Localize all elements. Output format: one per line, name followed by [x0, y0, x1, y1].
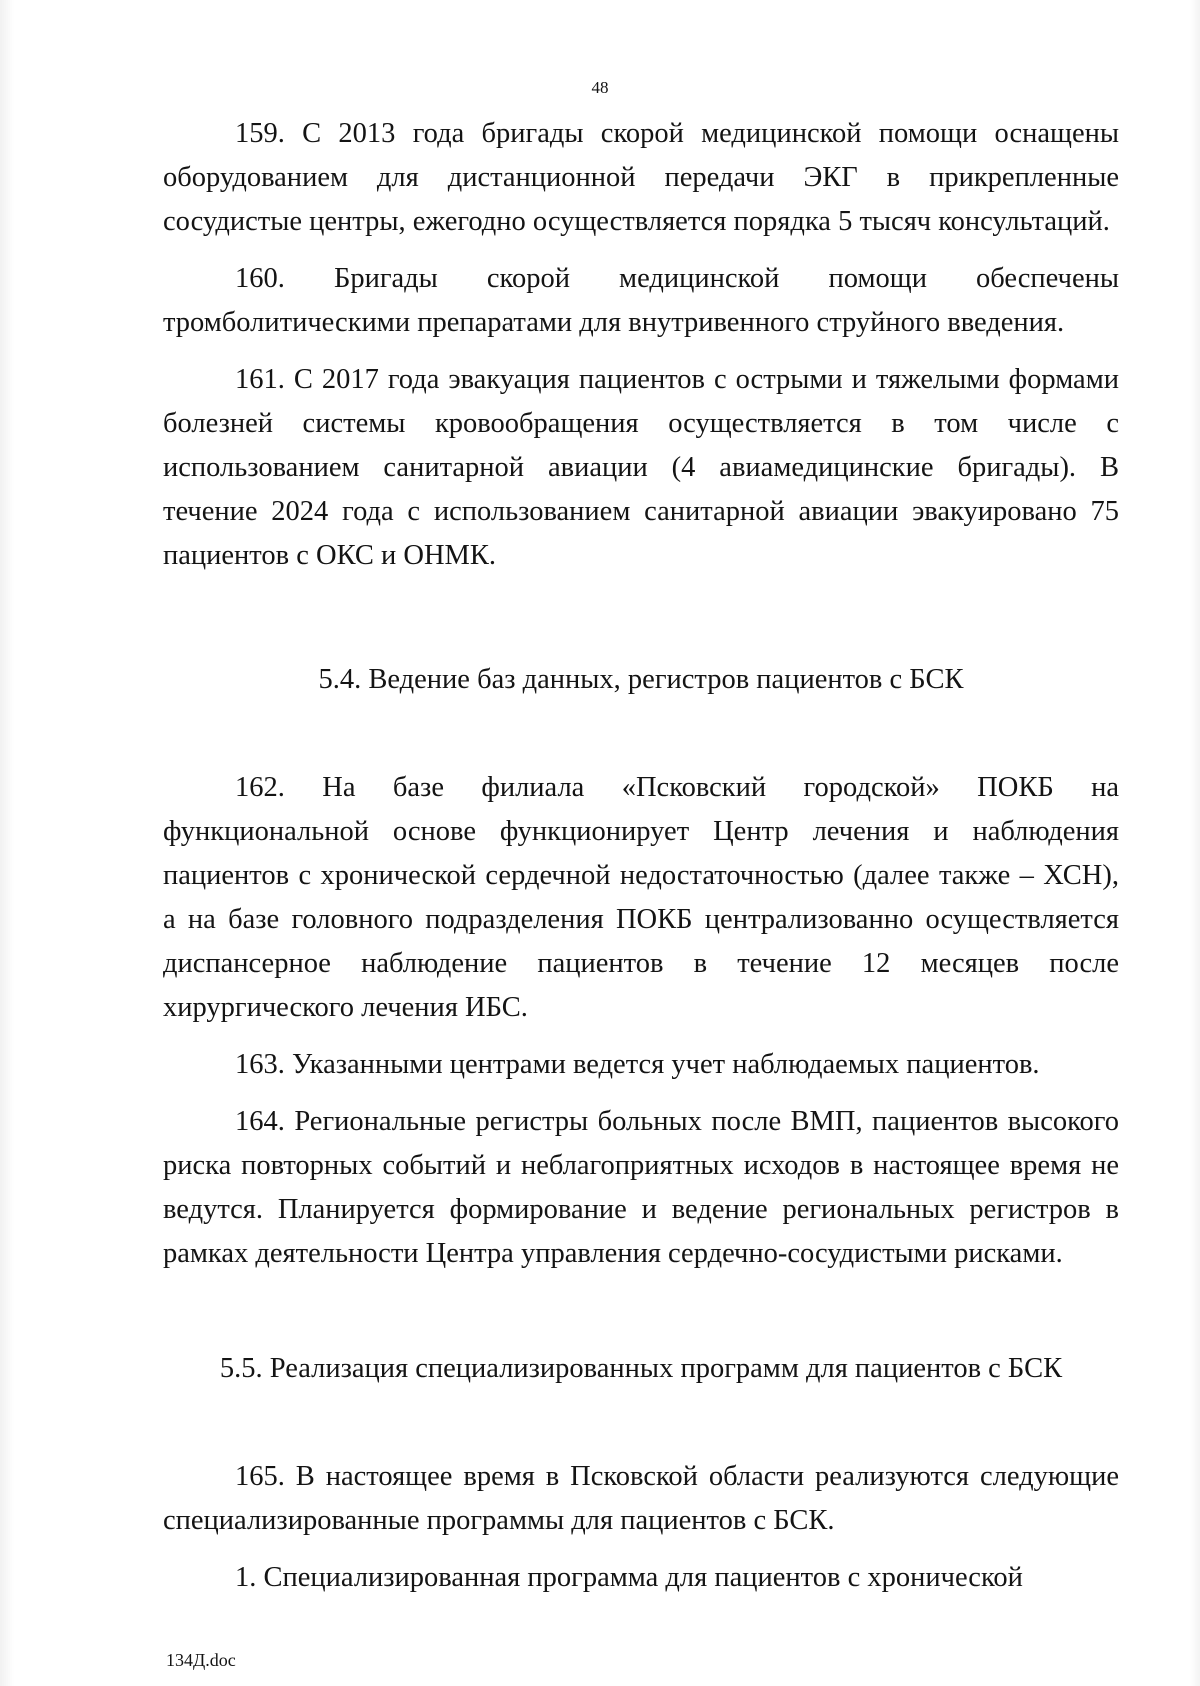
section-heading-5-4: 5.4. Ведение баз данных, регистров пациентов с БСК — [318, 664, 964, 695]
scan-edge-right — [1190, 0, 1200, 1686]
paragraphs-165 — [163, 1455, 1119, 1613]
paragraphs-159-161 — [163, 112, 1119, 591]
paragraph-162: 162. На базе филиала «Псковский городской» ПОКБ на функциональной основе функционирует Центр лечения и наблюдения пациентов с хронической сердечной недостаточностью (далее также – ХСН), а на базе головного подразделения ПОКБ централизованно осуществляется диспансерное наблюдение пациентов в течение 12 месяцев после хирургического лечения ИБС. — [163, 772, 1119, 1023]
page-number: 48 — [591, 78, 609, 97]
paragraph-159: 159. С 2013 года бригады скорой медицинской помощи оснащены оборудованием для дистанционной передачи ЭКГ в прикрепленные сосудистые центры, ежегодно осуществляется порядка 5 тысяч консультаций. — [163, 118, 1119, 237]
section-heading-5-5: 5.5. Реализация специализированных программ для пациентов с БСК — [219, 1353, 1063, 1384]
program-item-1: 1. Специализированная программа для пациентов с хронической — [235, 1562, 1023, 1593]
footer-filename: 134Д.doc — [166, 1650, 236, 1670]
paragraph-165: 165. В настоящее время в Псковской области реализуются следующие специализированные программы для пациентов с БСК. — [163, 1461, 1119, 1536]
paragraphs-162-164 — [163, 766, 1119, 1289]
paragraph-161: 161. С 2017 года эвакуация пациентов с острыми и тяжелыми формами болезней системы кровообращения осуществляется в том числе с использованием санитарной авиации (4 авиамедицинские бригады). В течение 2024 года с использованием санитарной авиации эвакуировано 75 пациентов с ОКС и ОНМК. — [163, 364, 1119, 571]
paragraph-163: 163. Указанными центрами ведется учет наблюдаемых пациентов. — [235, 1049, 1040, 1080]
scan-edge-left — [0, 0, 14, 1686]
paragraph-164: 164. Региональные регистры больных после ВМП, пациентов высокого риска повторных событий и неблагоприятных исходов в настоящее время не ведутся. Планируется формирование и ведение региональных регистров в рамках деятельности Центра управления сердечно-сосудистыми рисками. — [163, 1106, 1119, 1269]
paragraph-160: 160. Бригады скорой медицинской помощи обеспечены тромболитическими препаратами для внутривенного струйного введения. — [163, 263, 1119, 338]
